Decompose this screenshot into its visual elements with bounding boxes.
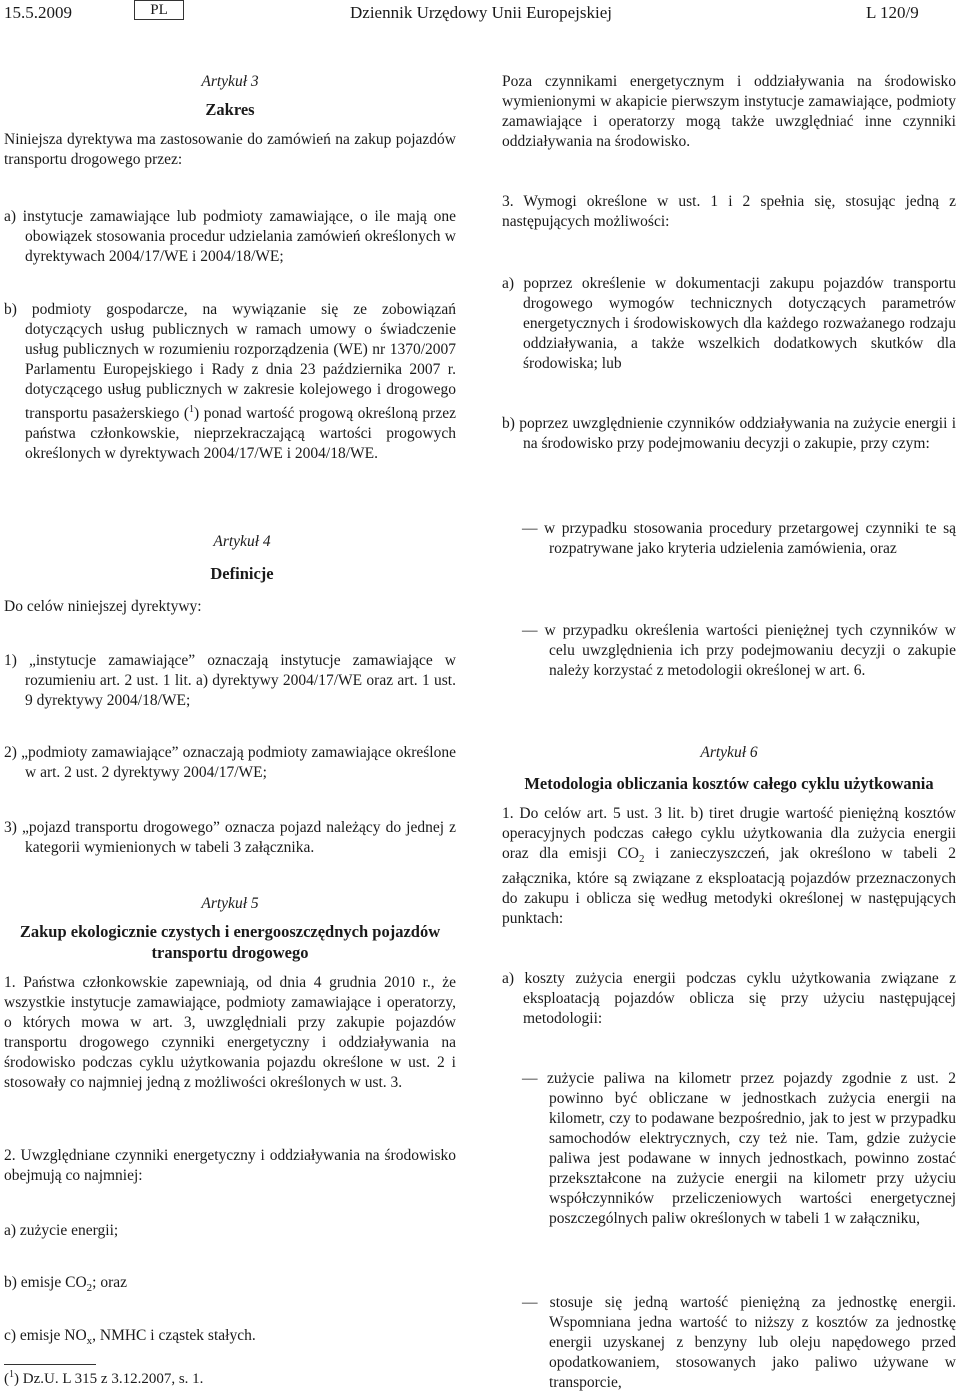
article-6-title: Metodologia obliczania kosztów całego cyklu użytkowania [524, 774, 934, 793]
article-4-intro: Do celów niniejszej dyrektywy: [4, 598, 202, 615]
article-5-para-3-option-a: a) poprzez określenie w dokumentacji zakupu pojazdów transportu drogowego wymogów technicznych dotyczących parametrów energetycznych i środowiskowych dla każdego rozważanego rodzaju oddziaływania, a także wszelkich dodatkowych skutków dla środowiska; lub [502, 275, 956, 372]
article-5-title: Zakup ekologicznie czystych i energooszczędnych pojazdów transportu drogowego [19, 922, 441, 962]
article-3-point-b: b) podmioty gospodarcze, na wywiązanie się ze zobowiązań dotyczących usług publicznych w ramach umowy o świadczenie usług publicznych w rozumieniu rozporządzenia (WE) nr 1370/2007 Parlamentu Europejskiego i Rady z dnia 23 października 2007 r. dotyczącego usług publicznych w zakresie kolejowego i drogowego transportu pasażerskiego ($^1$) ponad wartość progową określoną przez państwa członkowskie, nieprzekraczającą wartości progowych określonych w dyrektywach 2004/17/WE i 2004/18/WE. [4, 301, 456, 463]
article-5-item-a: a) zużycie energii; [4, 1222, 119, 1239]
article-5-item-b: b) emisje $CO_2$; oraz [4, 1274, 128, 1295]
article-5-heading: Artykuł 5 [201, 895, 259, 912]
article-4-heading: Artykuł 4 [213, 533, 271, 550]
article-5-item-c: c) emisje $NO_x$, NMHC i cząstek stałych. [4, 1327, 256, 1348]
footnote-separator [4, 1364, 96, 1365]
article-5-para-2: 2. Uwzględniane czynniki energetyczny i oddziaływania na środowisko obejmują co najmniej: [4, 1147, 456, 1184]
article-3-heading: Artykuł 3 [201, 73, 259, 90]
article-6-point-a: a) koszty zużycia energii podczas cyklu użytkowania związane z eksploatacją pojazdów oblicza się przy użyciu następującej metodologii: [502, 970, 956, 1027]
article-6-dash-1: — zużycie paliwa na kilometr przez pojazdy zgodnie z ust. 2 powinno być obliczane w jednostkach zużycia energii na kilometr, czy to podawane bezpośrednio, jak to jest w przypadku samochodów elektrycznych, czy też nie. Tam, gdzie zużycie paliwa jest podawane w innych jednostkach, powinno zostać przekształcone na zużycie energii na kilometr przy użyciu współczynników przeliczeniowych wartości energetycznej poszczególnych paliw określonych w tabeli 1 w załączniku, [522, 1070, 956, 1227]
article-3-title: Zakres [205, 100, 255, 119]
article-5-para-3: 3. Wymogi określone w ust. 1 i 2 spełnia się, stosując jedną z następujących możliwości: [502, 193, 956, 230]
definition-1: 1) „instytucje zamawiające” oznaczają instytucje zamawiające w rozumieniu art. 2 ust. 1 lit. a) dyrektywy 2004/17/WE oraz art. 1 ust. 9 dyrektywy 2004/18/WE; [4, 652, 456, 709]
article-4-title: Definicje [210, 564, 274, 583]
article-3-intro: Niniejsza dyrektywa ma zastosowanie do zamówień na zakup pojazdów transportu drogowego przez: [4, 131, 456, 168]
article-5-para-1: 1. Państwa członkowskie zapewniają, od dnia 4 grudnia 2010 r., że wszystkie instytucje zamawiające, podmioty zamawiające i operatorzy, o których mowa w art. 3, uwzględniali przy zakupie pojazdów transportu drogowego czynniki energetyczny i oddziaływania na środowisko podczas cyklu użytkowania pojazdu określone w ust. 2 i stosowały co najmniej jedną z możliwości określonych w ust. 3. [4, 974, 456, 1091]
article-6-heading: Artykuł 6 [700, 744, 758, 761]
journal-title: Dziennik Urzędowy Unii Europejskiej [350, 3, 613, 22]
page-header [0, 0, 960, 30]
article-5-para-3-option-b: b) poprzez uwzględnienie czynników oddziaływania na zużycie energii i na środowisko przy podejmowaniu decyzji o zakupie, przy czym: [502, 415, 956, 452]
definition-3: 3) „pojazd transportu drogowego” oznacza pojazd należący do jednej z kategorii wymienionych w tabeli 3 załącznika. [4, 819, 456, 856]
language-box: PL [134, 0, 184, 20]
article-3-point-a: a) instytucje zamawiające lub podmioty zamawiające, o ile mają one obowiązek stosowania procedur udzielania zamówień określonych w dyrektywach 2004/17/WE i 2004/18/WE; [4, 208, 456, 265]
article-6-para-1: 1. Do celów art. 5 ust. 3 lit. b) tiret drugie wartość pieniężną kosztów operacyjnych podczas całego cyklu użytkowania dla zużycia energii oraz dla emisji $CO_2$ i zanieczyszczeń, jak określono w tabeli 2 załącznika, które są związane z eksploatacją pojazdów przeznaczonych do zakupu i oblicza się według metodyki określonej w następujących punktach: [502, 805, 957, 928]
article-6-dash-2: — stosuje się jedną wartość pieniężną za jednostkę energii. Wspomniana jedna wartość to niższy z kosztów za jednostkę energii uzyskanej z benzyny lub oleju napędowego przed opodatkowaniem, stosowanych jako paliwo używane w transporcie, [522, 1294, 956, 1391]
article-5-dash-2: — w przypadku określenia wartości pieniężnej tych czynników w celu uwzględnienia ich przy podejmowaniu decyzji o zakupie należy korzystać z metodologii określonej w art. 6. [522, 622, 956, 679]
definition-2: 2) „podmioty zamawiające” oznaczają podmioty zamawiające określone w art. 2 ust. 2 dyrektywy 2004/17/WE; [4, 744, 456, 781]
header-date: 15.5.2009 [4, 3, 72, 22]
footnote-ref[interactable]: 1 [189, 404, 195, 415]
page-number: L 120/9 [866, 3, 919, 22]
article-5-other-factors: Poza czynnikami energetycznym i oddziaływania na środowisko wymienionymi w akapicie pierwszym instytucje zamawiające, podmioty zamawiające i operatorzy mogą także uwzględniać inne czynniki oddziaływania na środowisko. [502, 73, 956, 150]
footnote: ($^1$) Dz.U. L 315 z 3.12.2007, s. 1. [4, 1369, 204, 1387]
article-5-dash-1: — w przypadku stosowania procedury przetargowej czynniki te są rozpatrywane jako kryteria udzielenia zamówienia, oraz [522, 520, 956, 557]
